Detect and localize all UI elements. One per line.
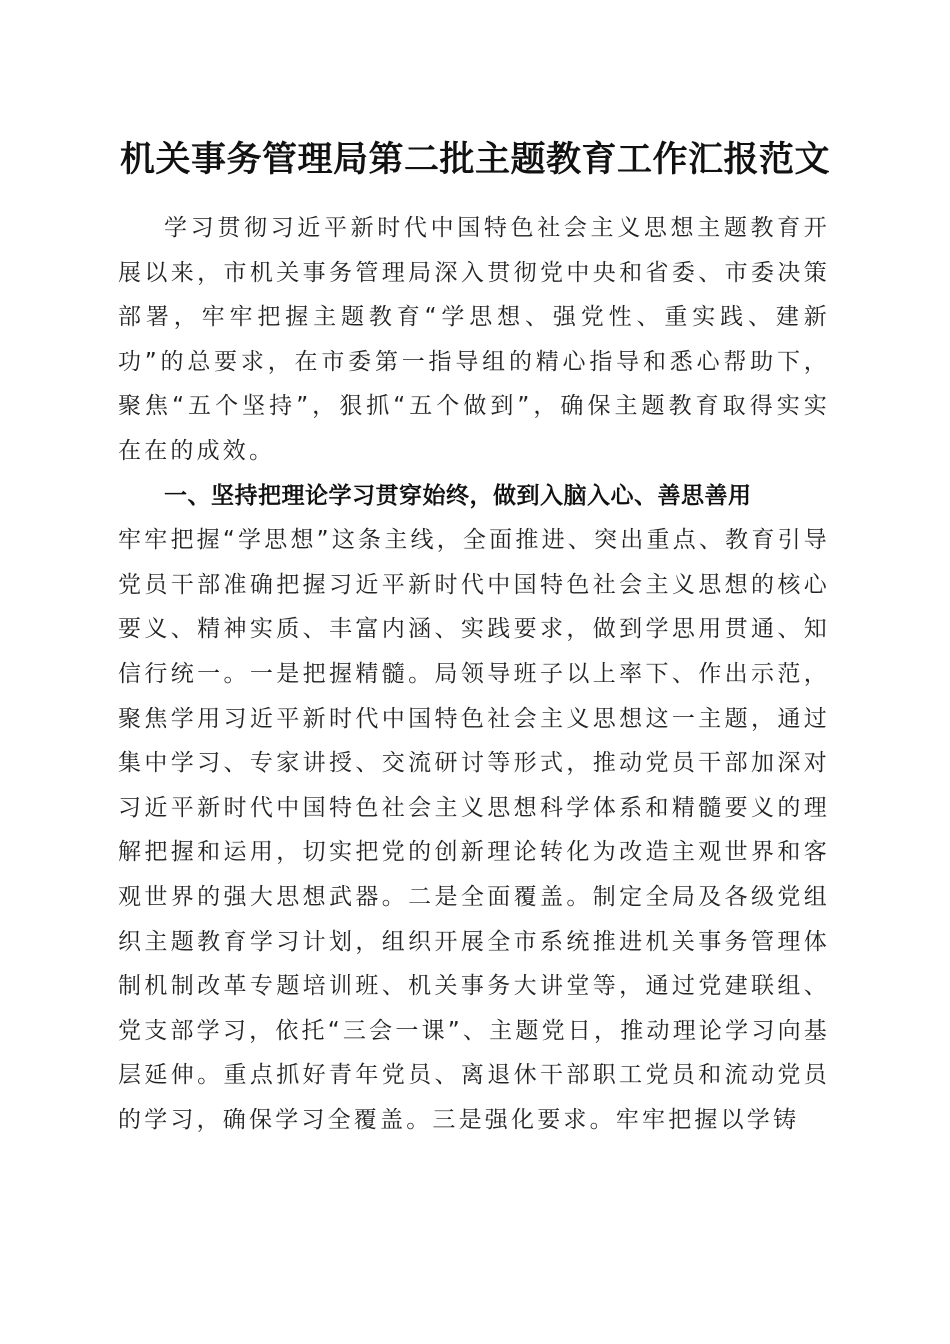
document-body (118, 206, 830, 1142)
intro-paragraph: 学习贯彻习近平新时代中国特色社会主义思想主题教育开展以来，市机关事务管理局深入贯彻党中央和省委、市委决策部署，牢牢把握主题教育“学思想、强党性、重实践、建新功”的总要求，在市委第一指导组的精心指导和悉心帮助下，聚焦“五个坚持”，狠抓“五个做到”，确保主题教育取得实实在在的成效。 (118, 215, 830, 464)
section-1-paragraph: 牢牢把握“学思想”这条主线，全面推进、突出重点、教育引导党员干部准确把握习近平新时代中国特色社会主义思想的核心要义、精神实质、丰富内涵、实践要求，做到学思用贯通、知信行统一。一是把握精髓。局领导班子以上率下、作出示范，聚焦学用习近平新时代中国特色社会主义思想这一主题，通过集中学习、专家讲授、交流研讨等形式，推动党员干部加深对习近平新时代中国特色社会主义思想科学体系和精髓要义的理解把握和运用，切实把党的创新理论转化为改造主观世界和客观世界的强大思想武器。二是全面覆盖。制定全局及各级党组织主题教育学习计划，组织开展全市系统推进机关事务管理体制机制改革专题培训班、机关事务大讲堂等，通过党建联组、党支部学习，依托“三会一课”、主题党日，推动理论学习向基层延伸。重点抓好青年党员、离退休干部职工党员和流动党员的学习，确保学习全覆盖。三是强化要求。牢牢把握以学铸 (118, 527, 830, 1133)
document-title: 机关事务管理局第二批主题教育工作汇报范文 (119, 139, 830, 180)
section-1-heading: 一、坚持把理论学习贯穿始终，做到入脑入心、善思善用 (164, 482, 752, 509)
